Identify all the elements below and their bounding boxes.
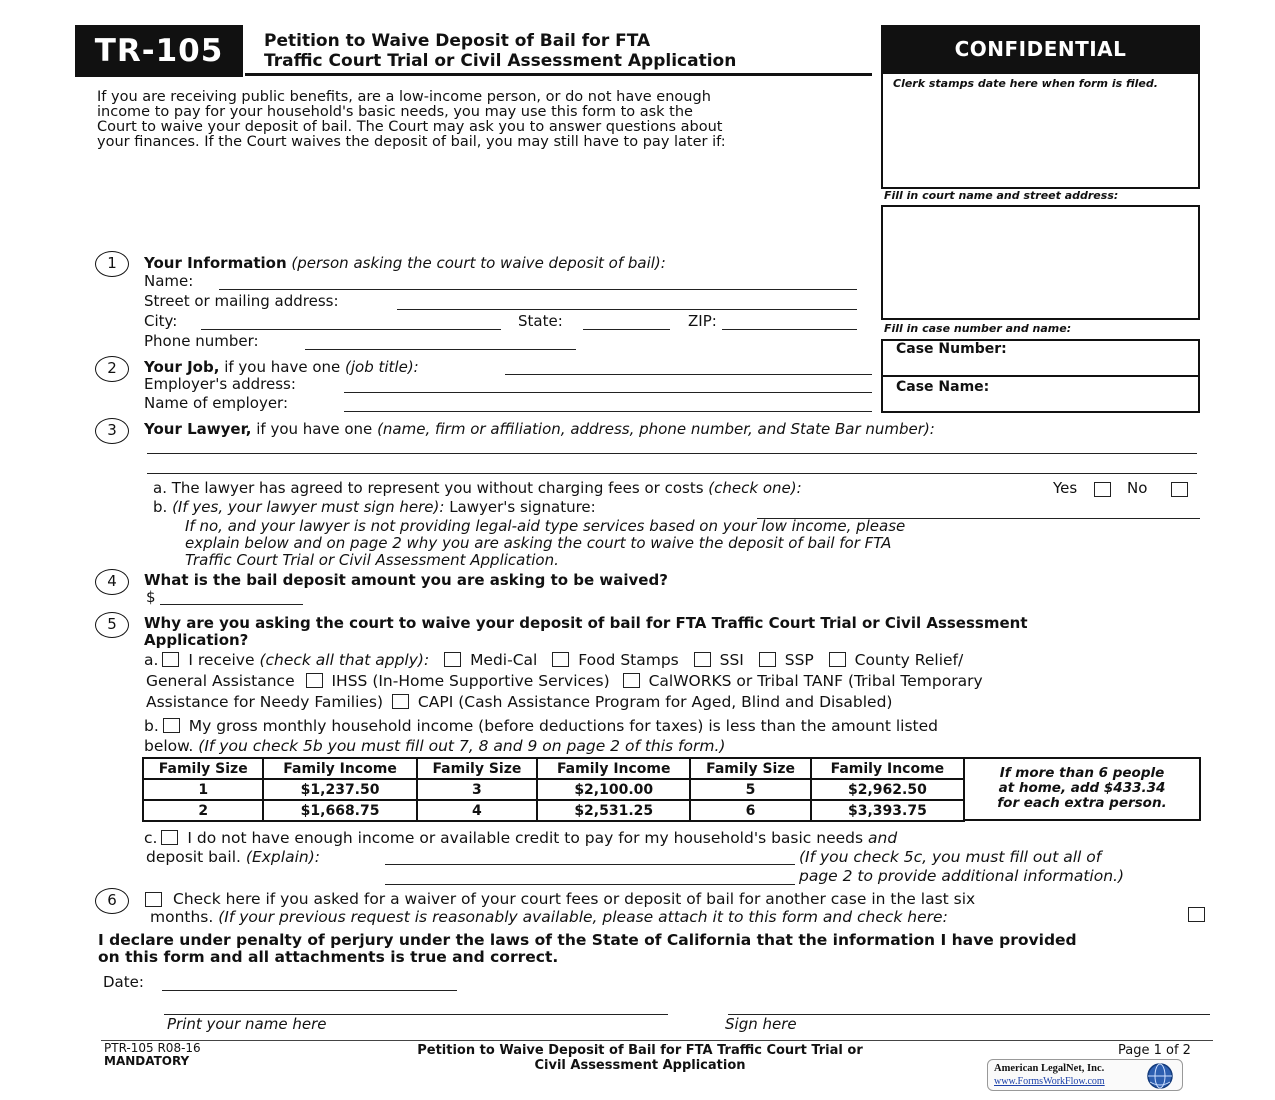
basic-needs-row: c. I do not have enough income or available credit to pay for my household's basic needs and bbox=[144, 829, 898, 847]
dollar-sign: $ bbox=[146, 588, 156, 606]
section-5-question-line1: Why are you asking the court to waive your deposit of bail for FTA Traffic Court Trial or Civil Assessment bbox=[144, 614, 1028, 632]
name-field[interactable] bbox=[219, 289, 857, 290]
table-header: Family Size bbox=[690, 758, 810, 779]
table-cell: 1 bbox=[143, 779, 263, 800]
table-cell: $1,237.50 bbox=[263, 779, 416, 800]
employer-address-label: Employer's address: bbox=[144, 375, 296, 393]
basic-needs-checkbox[interactable] bbox=[161, 830, 178, 845]
section-1-heading: Your Information (person asking the court to waive deposit of bail): bbox=[144, 254, 666, 272]
section-6-text: Check here if you asked for a waiver of your court fees or deposit of bail for another case in the last six bbox=[173, 890, 976, 908]
table-cell: 3 bbox=[417, 779, 537, 800]
footer-divider bbox=[101, 1040, 1213, 1041]
case-divider bbox=[881, 375, 1200, 377]
confidential-banner: CONFIDENTIAL bbox=[881, 25, 1200, 74]
table-cell: $1,668.75 bbox=[263, 800, 416, 821]
section-5-question-line2: Application? bbox=[144, 631, 249, 649]
case-name-label: Case Name: bbox=[896, 379, 990, 395]
basic-needs-note-1: (If you check 5c, you must fill out all of bbox=[799, 848, 1102, 866]
logo-name: American LegalNet, Inc. bbox=[994, 1063, 1105, 1074]
case-number-label: Case Number: bbox=[896, 341, 1007, 357]
lawyer-explanation-note: If no, and your lawyer is not providing legal-aid type services based on your low income, please explain below and on page 2 why you are asking the court to waive the deposit of bail for FTA Traffic Court Trial or Civil Assessment Application. bbox=[185, 517, 906, 569]
benefits-row-1: a. I receive (check all that apply): Medi-Cal Food Stamps SSI SSP County Relief/ bbox=[144, 651, 964, 669]
income-row-2: below. (If you check 5b you must fill out 7, 8 and 9 on page 2 of this form.) bbox=[144, 737, 726, 755]
receive-benefits-checkbox[interactable] bbox=[162, 652, 179, 667]
previous-request-attached-checkbox[interactable] bbox=[1188, 907, 1205, 922]
lawyer-yes-label: Yes bbox=[1053, 479, 1078, 497]
page-number: Page 1 of 2 bbox=[1118, 1043, 1191, 1058]
form-title-line1: Petition to Waive Deposit of Bail for FTA bbox=[264, 31, 651, 51]
american-legalnet-logo[interactable] bbox=[987, 1059, 1183, 1091]
table-cell: 6 bbox=[690, 800, 810, 821]
table-row bbox=[143, 779, 964, 800]
table-cell: 2 bbox=[143, 800, 263, 821]
date-field[interactable] bbox=[162, 990, 457, 991]
state-field[interactable] bbox=[583, 329, 670, 330]
section-3-heading: Your Lawyer, if you have one (name, firm or affiliation, address, phone number, and State Bar number): bbox=[144, 420, 935, 438]
ssp-checkbox[interactable] bbox=[759, 652, 776, 667]
city-field[interactable] bbox=[201, 329, 501, 330]
table-header: Family Income bbox=[811, 758, 964, 779]
ssi-checkbox[interactable] bbox=[694, 652, 711, 667]
section-3-number: 3 bbox=[95, 418, 129, 444]
clerk-stamp-label: Clerk stamps date here when form is filed. bbox=[893, 77, 1158, 90]
section-6-text2: months. (If your previous request is reasonably available, please attach it to this form and check here: bbox=[150, 908, 948, 926]
table-header: Family Size bbox=[143, 758, 263, 779]
ihss-checkbox[interactable] bbox=[306, 673, 323, 688]
table-cell: $3,393.75 bbox=[811, 800, 964, 821]
lawyer-free-question: a. The lawyer has agreed to represent you without charging fees or costs (check one): bbox=[153, 479, 802, 497]
zip-label: ZIP: bbox=[688, 312, 717, 330]
benefits-row-2: General Assistance IHSS (In-Home Supportive Services) CalWORKS or Tribal TANF (Tribal Temporary bbox=[146, 672, 983, 690]
lawyer-signature-prompt: b. (If yes, your lawyer must sign here): Lawyer's signature: bbox=[153, 498, 596, 516]
basic-needs-note-2: page 2 to provide additional information.) bbox=[799, 867, 1125, 885]
signature-field[interactable] bbox=[728, 1014, 1210, 1015]
table-header: Family Income bbox=[537, 758, 690, 779]
table-cell: 5 bbox=[690, 779, 810, 800]
lawyer-info-line-2[interactable] bbox=[147, 473, 1197, 474]
street-label: Street or mailing address: bbox=[144, 292, 339, 310]
section-2-heading: Your Job, if you have one (job title): bbox=[144, 358, 419, 376]
street-field[interactable] bbox=[397, 309, 857, 310]
form-code: TR-105 bbox=[75, 25, 243, 77]
court-name-label: Fill in court name and street address: bbox=[884, 189, 1119, 202]
section-5-number: 5 bbox=[95, 612, 129, 638]
income-row-1: b. My gross monthly household income (before deductions for taxes) is less than the amount listed bbox=[144, 717, 938, 735]
calworks-checkbox[interactable] bbox=[623, 673, 640, 688]
title-underline bbox=[245, 73, 872, 76]
phone-field[interactable] bbox=[305, 349, 576, 350]
bail-amount-field[interactable] bbox=[160, 604, 303, 605]
intro-paragraph: If you are receiving public benefits, are a low-income person, or do not have enough income to pay for your household's basic needs, you may use this form to ask the Court to waive your deposit of bail. The Court may ask you to answer questions about your finances. If the Court waives the deposit of bail, you may still have to pay later if: bbox=[97, 89, 726, 150]
lawyer-no-label: No bbox=[1127, 479, 1148, 497]
explain-field[interactable] bbox=[385, 864, 795, 865]
declaration-line-1: I declare under penalty of perjury under the laws of the State of California that the information I have provided bbox=[98, 931, 1077, 949]
previous-waiver-checkbox[interactable] bbox=[145, 892, 162, 907]
table-cell: $2,100.00 bbox=[537, 779, 690, 800]
table-header-row bbox=[143, 758, 964, 779]
employer-name-label: Name of employer: bbox=[144, 394, 289, 412]
phone-label: Phone number: bbox=[144, 332, 259, 350]
section-1-number: 1 bbox=[95, 251, 129, 277]
table-header: Family Income bbox=[263, 758, 416, 779]
extra-person-note: If more than 6 people at home, add $433.34 for each extra person. bbox=[997, 765, 1167, 811]
form-title-line2: Traffic Court Trial or Civil Assessment Application bbox=[264, 51, 737, 71]
table-row bbox=[143, 800, 964, 821]
table-cell: $2,531.25 bbox=[537, 800, 690, 821]
zip-field[interactable] bbox=[722, 329, 857, 330]
print-name-label: Print your name here bbox=[167, 1015, 327, 1033]
case-label: Fill in case number and name: bbox=[884, 322, 1072, 335]
lawyer-yes-checkbox[interactable] bbox=[1094, 482, 1111, 497]
globe-icon bbox=[1146, 1062, 1174, 1090]
table-cell: $2,962.50 bbox=[811, 779, 964, 800]
city-label: City: bbox=[144, 312, 178, 330]
state-label: State: bbox=[518, 312, 563, 330]
table-cell: 4 bbox=[417, 800, 537, 821]
lawyer-no-checkbox[interactable] bbox=[1171, 482, 1188, 497]
low-income-checkbox[interactable] bbox=[163, 718, 180, 733]
capi-checkbox[interactable] bbox=[392, 694, 409, 709]
name-label: Name: bbox=[144, 272, 194, 290]
date-label: Date: bbox=[103, 973, 144, 991]
sign-label: Sign here bbox=[725, 1015, 797, 1033]
lawyer-info-line-1[interactable] bbox=[147, 453, 1197, 454]
footer-form-code: PTR-105 R08-16 bbox=[104, 1041, 201, 1055]
declaration-line-2: on this form and all attachments is true and correct. bbox=[98, 948, 559, 966]
employer-address-field[interactable] bbox=[344, 392, 872, 393]
logo-url[interactable]: www.FormsWorkFlow.com bbox=[994, 1076, 1105, 1087]
deposit-bail-row: deposit bail. (Explain): bbox=[146, 848, 320, 866]
section-4-question: What is the bail deposit amount you are asking to be waived? bbox=[144, 571, 668, 589]
county-relief-checkbox[interactable] bbox=[829, 652, 846, 667]
section-2-number: 2 bbox=[95, 356, 129, 382]
food-stamps-checkbox[interactable] bbox=[552, 652, 569, 667]
footer-title: Petition to Waive Deposit of Bail for FTA Traffic Court Trial or Civil Assessment Application bbox=[417, 1043, 863, 1073]
benefits-row-3: Assistance for Needy Families) CAPI (Cash Assistance Program for Aged, Blind and Disabled) bbox=[146, 693, 893, 711]
medi-cal-checkbox[interactable] bbox=[444, 652, 461, 667]
section-4-number: 4 bbox=[95, 569, 129, 595]
table-header: Family Size bbox=[417, 758, 537, 779]
footer-mandatory: MANDATORY bbox=[104, 1054, 190, 1068]
explain-field-2[interactable] bbox=[385, 884, 795, 885]
section-6-number: 6 bbox=[95, 888, 129, 914]
job-title-field[interactable] bbox=[505, 374, 872, 375]
employer-name-field[interactable] bbox=[344, 411, 872, 412]
court-name-box[interactable] bbox=[881, 205, 1200, 320]
income-table bbox=[142, 757, 965, 822]
